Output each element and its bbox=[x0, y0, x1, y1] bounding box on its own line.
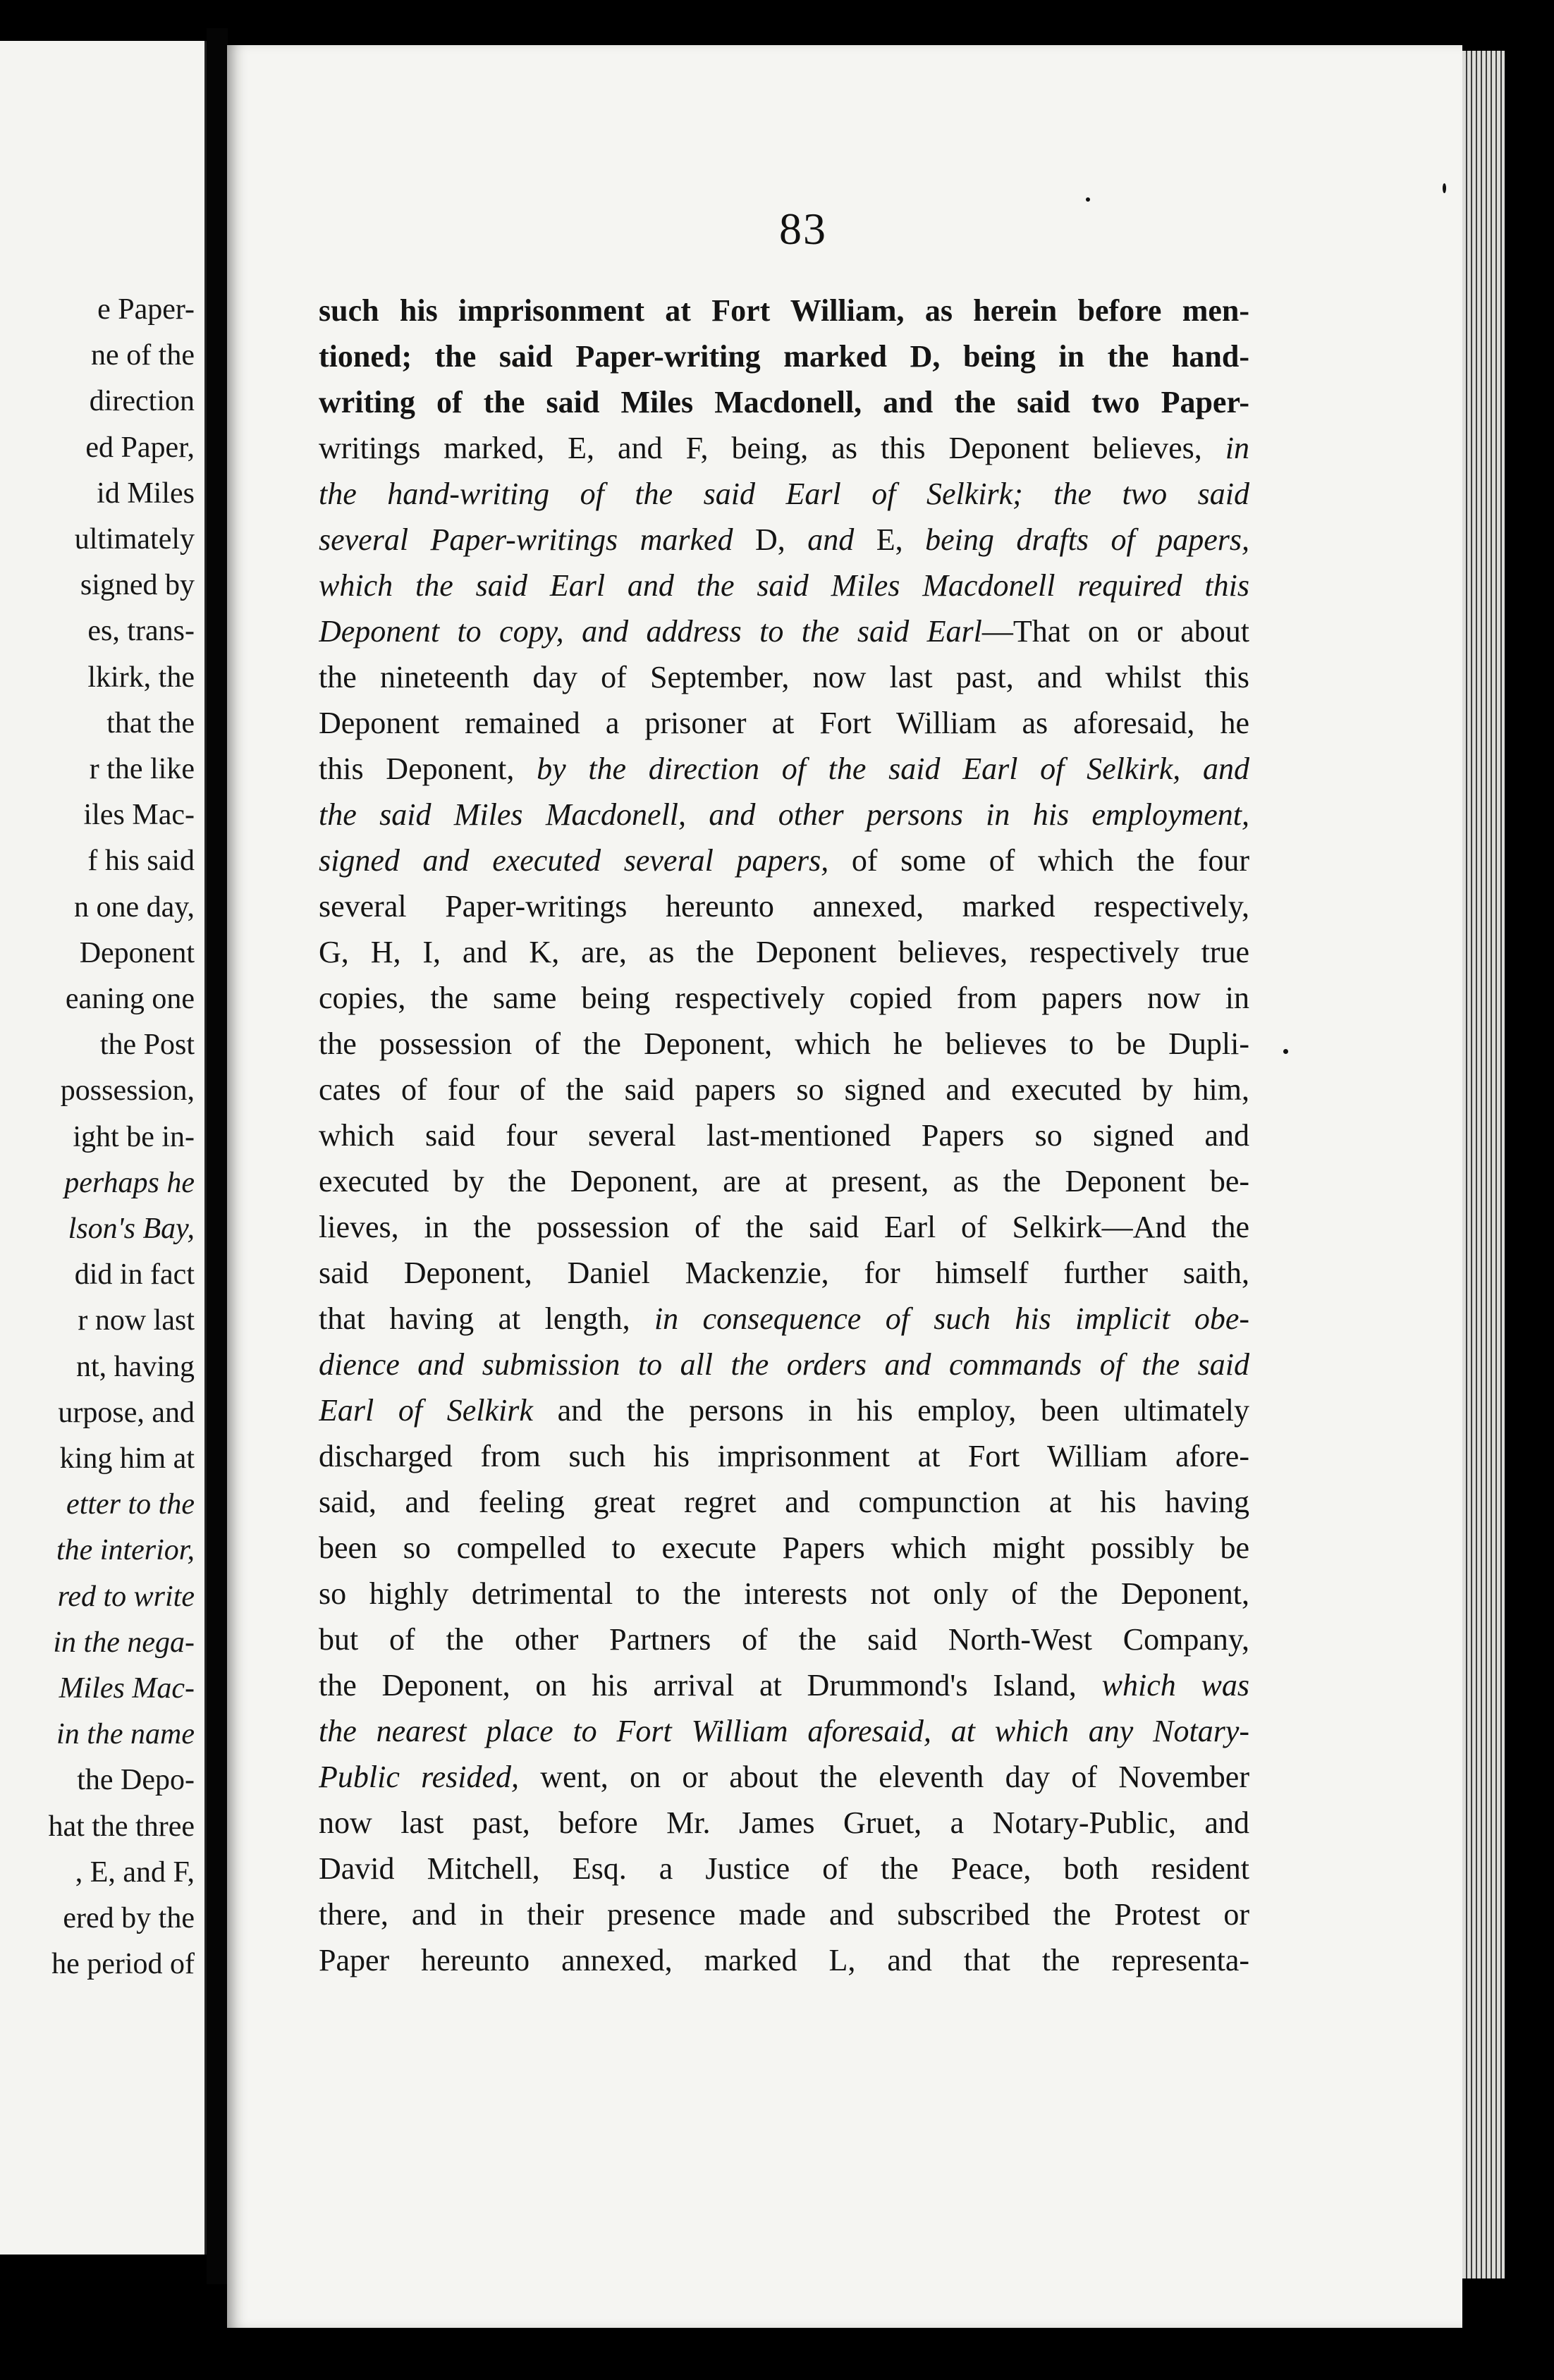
text-line bbox=[319, 517, 1249, 563]
text-run: the nineteenth day of September, now last past, and whilst this bbox=[319, 660, 1249, 694]
italic-text-run: several Paper-writings marked bbox=[319, 522, 756, 557]
left-page-line: red to write bbox=[57, 1580, 195, 1613]
left-page-line: e Paper- bbox=[97, 293, 195, 326]
text-run: went, on or about the eleventh day of November bbox=[519, 1760, 1249, 1794]
text-run: such his imprisonment at Fort William, as herein before men- bbox=[319, 293, 1249, 328]
text-run: lieves, in the possession of the said Earl of Selkirk—And the bbox=[319, 1210, 1249, 1244]
text-run: there, and in their presence made and subscribed the Protest or bbox=[319, 1897, 1249, 1932]
left-page-line: ne of the bbox=[91, 339, 195, 372]
left-page-line: lson's Bay, bbox=[68, 1213, 195, 1245]
text-run: writings marked, E, and F, being, as this Deponent believes, bbox=[319, 431, 1225, 465]
left-page-line: urpose, and bbox=[58, 1396, 195, 1429]
text-line bbox=[319, 379, 1249, 425]
text-run: and the persons in his employ, been ultimately bbox=[532, 1393, 1249, 1428]
text-run: copies, the same being respectively copied from papers now in bbox=[319, 981, 1249, 1015]
text-line bbox=[319, 563, 1249, 608]
text-line bbox=[319, 333, 1249, 379]
left-page-line: hat the three bbox=[48, 1810, 195, 1843]
left-page-line: eaning one bbox=[65, 983, 195, 1015]
left-page-line: lkirk, the bbox=[87, 661, 195, 694]
italic-text-run: dience and submission to all the orders and commands of the said bbox=[319, 1347, 1249, 1382]
text-run: D, bbox=[755, 522, 808, 557]
text-line bbox=[319, 1387, 1249, 1433]
text-run: several Paper-writings hereunto annexed, marked respectively, bbox=[319, 889, 1249, 924]
left-page-line: r now last bbox=[78, 1304, 195, 1337]
italic-text-run: and bbox=[807, 522, 876, 557]
text-run: E, bbox=[876, 522, 926, 557]
page-number: 83 bbox=[779, 204, 827, 254]
text-line bbox=[319, 1112, 1249, 1158]
text-line bbox=[319, 975, 1249, 1021]
text-run: which said four several last-mentioned Papers so signed and bbox=[319, 1118, 1249, 1153]
left-page-line: signed by bbox=[80, 569, 195, 602]
text-run: the possession of the Deponent, which he believes to be Dupli- bbox=[319, 1026, 1249, 1061]
italic-text-run: the said Miles Macdonell, and other persons in his employment, bbox=[319, 797, 1249, 832]
left-page-line: he period of bbox=[51, 1948, 195, 1981]
italic-text-run: the hand-writing of the said Earl of Selkirk; the two said bbox=[319, 477, 1249, 511]
left-page-line: , E, and F, bbox=[75, 1855, 195, 1889]
italic-text-run: Deponent to copy, and address to the said Earl bbox=[319, 614, 982, 649]
text-line bbox=[319, 883, 1249, 929]
page-edges bbox=[1462, 51, 1505, 2278]
text-run: G, H, I, and K, are, as the Deponent believes, respectively true bbox=[319, 935, 1249, 969]
left-page-line: iles Mac- bbox=[83, 799, 195, 832]
left-page-line: ed Paper, bbox=[85, 431, 195, 464]
left-page-line: the Depo- bbox=[77, 1764, 195, 1797]
text-run: now last past, before Mr. James Gruet, a Notary-Public, and bbox=[319, 1805, 1249, 1840]
left-page-line: in the nega- bbox=[53, 1626, 195, 1659]
text-run: but of the other Partners of the said North-West Company, bbox=[319, 1622, 1249, 1657]
text-line bbox=[319, 1754, 1249, 1800]
text-line bbox=[319, 1433, 1249, 1479]
text-line bbox=[319, 1158, 1249, 1204]
book-gutter bbox=[207, 28, 228, 2284]
italic-text-run: which was bbox=[1101, 1668, 1249, 1703]
text-run: said Deponent, Daniel Mackenzie, for himself further saith, bbox=[319, 1256, 1249, 1290]
text-line bbox=[319, 471, 1249, 517]
scan-speck bbox=[1086, 197, 1090, 202]
text-line bbox=[319, 1250, 1249, 1296]
text-line bbox=[319, 1204, 1249, 1250]
text-line bbox=[319, 1846, 1249, 1891]
text-line bbox=[319, 654, 1249, 700]
italic-text-run: signed and executed several papers, bbox=[319, 843, 829, 878]
text-line bbox=[319, 838, 1249, 883]
left-facing-page bbox=[0, 41, 207, 2255]
text-line bbox=[319, 1891, 1249, 1937]
text-run: Deponent remained a prisoner at Fort William as aforesaid, he bbox=[319, 706, 1249, 740]
left-page-line: ultimately bbox=[74, 523, 195, 556]
text-run: writing of the said Miles Macdonell, and the said two Paper- bbox=[319, 385, 1249, 419]
left-page-line: the interior, bbox=[56, 1534, 195, 1567]
text-run: this Deponent, bbox=[319, 752, 537, 786]
text-line bbox=[319, 1571, 1249, 1617]
text-line bbox=[319, 1525, 1249, 1571]
italic-text-run: the nearest place to Fort William aforesaid, at which any Notary- bbox=[319, 1714, 1249, 1748]
text-line bbox=[319, 288, 1249, 333]
left-page-line: possession, bbox=[60, 1074, 195, 1108]
text-line bbox=[319, 1937, 1249, 1983]
text-line bbox=[319, 1800, 1249, 1846]
italic-text-run: being drafts of papers, bbox=[925, 522, 1249, 557]
left-page-line: did in fact bbox=[74, 1258, 195, 1292]
italic-text-run: in consequence of such his implicit obe- bbox=[654, 1301, 1249, 1336]
left-page-line: id Miles bbox=[97, 477, 195, 510]
text-line bbox=[319, 1021, 1249, 1067]
left-page-line: es, trans- bbox=[87, 615, 195, 648]
italic-text-run: which the said Earl and the said Miles Macdonell required this bbox=[319, 568, 1249, 603]
text-run: discharged from such his imprisonment at Fort William afore- bbox=[319, 1439, 1249, 1473]
text-run: that having at length, bbox=[319, 1301, 654, 1336]
text-run: said, and feeling great regret and compunction at his having bbox=[319, 1485, 1249, 1519]
text-line bbox=[319, 746, 1249, 792]
italic-text-run: in bbox=[1225, 431, 1249, 465]
left-page-line: that the bbox=[106, 706, 195, 740]
left-page-line: the Post bbox=[99, 1029, 195, 1062]
text-line bbox=[319, 425, 1249, 471]
text-line bbox=[319, 1067, 1249, 1112]
left-page-line: Deponent bbox=[79, 936, 195, 969]
text-line bbox=[319, 1342, 1249, 1387]
left-page-line: in the name bbox=[56, 1718, 195, 1751]
text-run: Paper hereunto annexed, marked L, and that the representa- bbox=[319, 1943, 1249, 1977]
text-run: the Deponent, on his arrival at Drummond's Island, bbox=[319, 1668, 1102, 1703]
scan-speck bbox=[1443, 183, 1446, 193]
text-line bbox=[319, 1479, 1249, 1525]
text-run: —That on or about bbox=[981, 614, 1249, 649]
text-line bbox=[319, 700, 1249, 746]
left-page-line: etter to the bbox=[66, 1488, 195, 1521]
page-body-text bbox=[319, 288, 1249, 1983]
left-page-line: ered by the bbox=[63, 1902, 195, 1934]
left-page-line: king him at bbox=[59, 1442, 195, 1475]
left-page-line: f his said bbox=[87, 845, 195, 878]
italic-text-run: by the direction of the said Earl of Selkirk, and bbox=[537, 752, 1249, 786]
text-run: been so compelled to execute Papers which might possibly be bbox=[319, 1531, 1249, 1565]
italic-text-run: Earl of Selkirk bbox=[319, 1393, 533, 1428]
text-run: executed by the Deponent, are at present, as the Deponent be- bbox=[319, 1164, 1249, 1198]
text-run: cates of four of the said papers so signed and executed by him, bbox=[319, 1072, 1249, 1107]
text-run: David Mitchell, Esq. a Justice of the Peace, both resident bbox=[319, 1851, 1249, 1886]
left-page-line: r the like bbox=[89, 753, 195, 785]
left-page-line: Miles Mac- bbox=[59, 1672, 195, 1705]
text-run: tioned; the said Paper-writing marked D, being in the hand- bbox=[319, 339, 1249, 374]
left-page-line: perhaps he bbox=[64, 1166, 195, 1199]
left-page-line: direction bbox=[89, 385, 195, 418]
text-line bbox=[319, 1662, 1249, 1708]
text-run: so highly detrimental to the interests not only of the Deponent, bbox=[319, 1576, 1249, 1611]
scan-speck bbox=[1283, 1049, 1288, 1054]
left-page-line: n one day, bbox=[73, 890, 195, 924]
text-line bbox=[319, 1296, 1249, 1342]
text-line bbox=[319, 929, 1249, 975]
text-line bbox=[319, 1708, 1249, 1754]
text-line bbox=[319, 1617, 1249, 1662]
text-run: of some of which the four bbox=[828, 843, 1249, 878]
text-line bbox=[319, 792, 1249, 838]
left-page-line: ight be in- bbox=[73, 1120, 195, 1153]
text-line bbox=[319, 608, 1249, 654]
italic-text-run: Public resided, bbox=[319, 1760, 520, 1794]
left-page-line: nt, having bbox=[76, 1350, 195, 1383]
